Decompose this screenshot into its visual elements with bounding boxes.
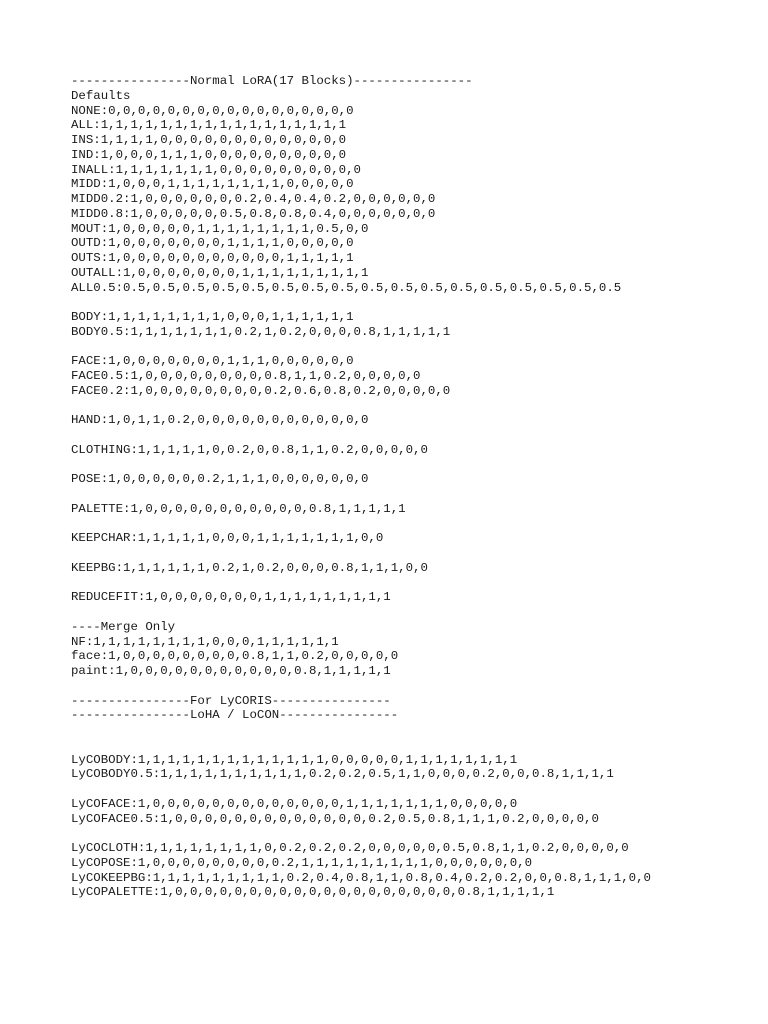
text-line: MOUT:1,0,0,0,0,0,1,1,1,1,1,1,1,1,0.5,0,0 — [71, 221, 369, 236]
text-line: MIDD0.8:1,0,0,0,0,0,0.5,0.8,0.8,0.4,0,0,0,0,0,0,0 — [71, 206, 436, 221]
text-line: KEEPCHAR:1,1,1,1,1,0,0,0,1,1,1,1,1,1,1,0,0 — [71, 531, 384, 546]
text-line: ----------------For LyCORIS---------------- — [71, 693, 391, 708]
text-line: LyCOPALETTE:1,0,0,0,0,0,0,0,0,0,0,0,0,0,0,0,0,0,0,0,0.8,1,1,1,1,1 — [71, 885, 555, 900]
text-line: ----------------LoHA / LoCON---------------- — [71, 708, 399, 723]
text-line: LyCOBODY:1,1,1,1,1,1,1,1,1,1,1,1,1,0,0,0,0,0,1,1,1,1,1,1,1,1 — [71, 752, 518, 767]
text-line: ----------------Normal LoRA(17 Blocks)---------------- — [71, 74, 473, 88]
text-line: CLOTHING:1,1,1,1,1,0,0.2,0,0.8,1,1,0.2,0,0,0,0,0 — [71, 442, 428, 457]
text-line: OUTS:1,0,0,0,0,0,0,0,0,0,0,0,1,1,1,1,1 — [71, 251, 354, 265]
text-line: REDUCEFIT:1,0,0,0,0,0,0,0,1,1,1,1,1,1,1,1,1 — [71, 590, 391, 605]
blank-line — [71, 428, 761, 443]
text-line: paint:1,0,0,0,0,0,0,0,0,0,0,0,0.8,1,1,1,1,1 — [71, 664, 391, 678]
text-line: ALL:1,1,1,1,1,1,1,1,1,1,1,1,1,1,1,1,1 — [71, 118, 347, 133]
blank-line — [71, 782, 761, 797]
blank-line — [71, 517, 761, 532]
blank-line — [71, 458, 761, 473]
text-line: KEEPBG:1,1,1,1,1,1,0.2,1,0.2,0,0,0,0.8,1,1,1,0,0 — [71, 560, 428, 575]
blank-line — [71, 546, 761, 561]
text-line: FACE0.2:1,0,0,0,0,0,0,0,0,0.2,0.6,0.8,0.2,0,0,0,0,0 — [71, 383, 451, 398]
text-line: OUTD:1,0,0,0,0,0,0,0,1,1,1,1,0,0,0,0,0 — [71, 236, 354, 251]
text-line: INS:1,1,1,1,0,0,0,0,0,0,0,0,0,0,0,0,0 — [71, 133, 347, 147]
text-line: ----Merge Only — [71, 619, 176, 634]
text-line: FACE:1,0,0,0,0,0,0,0,1,1,1,0,0,0,0,0,0 — [71, 354, 354, 369]
text-line: PALETTE:1,0,0,0,0,0,0,0,0,0,0,0,0.8,1,1,1,1,1 — [71, 501, 406, 516]
text-line: BODY0.5:1,1,1,1,1,1,1,0.2,1,0.2,0,0,0,0.8,1,1,1,1,1 — [71, 324, 451, 339]
text-line: NONE:0,0,0,0,0,0,0,0,0,0,0,0,0,0,0,0,0 — [71, 103, 354, 118]
text-line: LyCOBODY0.5:1,1,1,1,1,1,1,1,1,1,0.2,0.2,0.5,1,1,0,0,0,0.2,0,0,0.8,1,1,1,1 — [71, 767, 614, 782]
text-line: LyCOFACE:1,0,0,0,0,0,0,0,0,0,0,0,0,0,1,1,1,1,1,1,1,0,0,0,0,0 — [71, 796, 518, 811]
text-line: FACE0.5:1,0,0,0,0,0,0,0,0,0.8,1,1,0.2,0,0,0,0,0 — [71, 369, 421, 383]
text-line: MIDD0.2:1,0,0,0,0,0,0,0.2,0.4,0.4,0.2,0,0,0,0,0,0 — [71, 192, 436, 206]
text-line: ALL0.5:0.5,0.5,0.5,0.5,0.5,0.5,0.5,0.5,0.5,0.5,0.5,0.5,0.5,0.5,0.5,0.5,0.5 — [71, 280, 622, 295]
blank-line — [71, 340, 761, 355]
text-line: IND:1,0,0,0,1,1,1,0,0,0,0,0,0,0,0,0,0 — [71, 147, 347, 162]
text-line: MIDD:1,0,0,0,1,1,1,1,1,1,1,1,0,0,0,0,0 — [71, 177, 354, 192]
text-line: INALL:1,1,1,1,1,1,1,0,0,0,0,0,0,0,0,0,0 — [71, 162, 361, 177]
text-line: LyCOCLOTH:1,1,1,1,1,1,1,1,0,0.2,0.2,0.2,0,0,0,0,0,0.5,0.8,1,1,0.2,0,0,0,0,0 — [71, 841, 629, 855]
blank-line — [71, 295, 761, 310]
text-line: HAND:1,0,1,1,0.2,0,0,0,0,0,0,0,0,0,0,0,0 — [71, 413, 369, 428]
text-line: LyCOPOSE:1,0,0,0,0,0,0,0,0,0.2,1,1,1,1,1,1,1,1,1,0,0,0,0,0,0,0 — [71, 855, 533, 870]
text-line: BODY:1,1,1,1,1,1,1,1,0,0,0,1,1,1,1,1,1 — [71, 310, 354, 324]
text-line: OUTALL:1,0,0,0,0,0,0,0,1,1,1,1,1,1,1,1,1 — [71, 265, 369, 280]
blank-line — [71, 487, 761, 502]
text-line: LyCOFACE0.5:1,0,0,0,0,0,0,0,0,0,0,0,0,0,0.2,0.5,0.8,1,1,1,0.2,0,0,0,0,0 — [71, 811, 599, 826]
document-body — [71, 74, 761, 900]
text-line: face:1,0,0,0,0,0,0,0,0,0.8,1,1,0.2,0,0,0,0,0 — [71, 649, 399, 664]
text-line: POSE:1,0,0,0,0,0,0.2,1,1,1,0,0,0,0,0,0,0 — [71, 472, 369, 487]
blank-line — [71, 399, 761, 414]
blank-line — [71, 576, 761, 591]
text-line: Defaults — [71, 88, 131, 103]
text-line: LyCOKEEPBG:1,1,1,1,1,1,1,1,1,0.2,0.4,0.8,1,1,0.8,0.4,0.2,0.2,0,0,0.8,1,1,1,0,0 — [71, 870, 651, 885]
text-line: NF:1,1,1,1,1,1,1,1,0,0,0,1,1,1,1,1,1 — [71, 634, 339, 649]
blank-line — [71, 738, 761, 753]
blank-line — [71, 826, 761, 841]
blank-line — [71, 679, 761, 694]
blank-line — [71, 723, 761, 738]
blank-line — [71, 605, 761, 620]
